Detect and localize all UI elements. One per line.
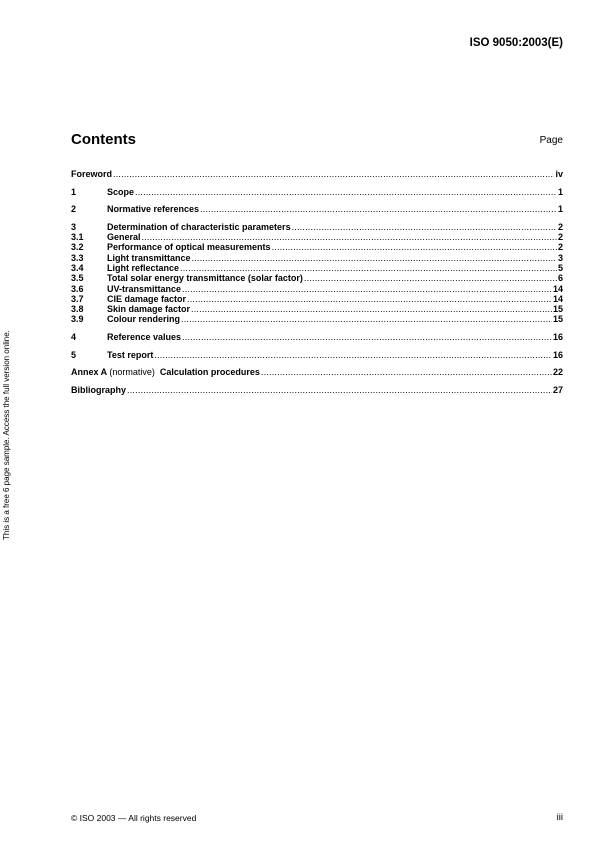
copyright-notice: © ISO 2003 — All rights reserved xyxy=(71,813,197,823)
toc-entry-number: 5 xyxy=(71,349,77,360)
toc-entry-page: 2 xyxy=(557,232,563,243)
toc-entry[interactable] xyxy=(71,204,563,214)
toc-entry-number: 3.9 xyxy=(71,314,84,325)
toc-entry-title-text: Determination of characteristic parameters xyxy=(107,221,291,232)
toc-entry-title xyxy=(107,187,134,197)
toc-entry-number: 2 xyxy=(71,204,77,215)
toc-entry-title-text: UV-transmittance xyxy=(107,283,182,294)
toc-entry-title xyxy=(107,242,271,252)
dot-leader xyxy=(154,350,552,360)
toc-entry-title xyxy=(107,350,153,360)
toc-spacer xyxy=(71,342,563,349)
toc-entry-title-text: Bibliography xyxy=(71,384,127,395)
toc-entry-title-text: Normative references xyxy=(107,204,200,215)
toc-entry[interactable] xyxy=(71,367,563,377)
toc-entry-page: 14 xyxy=(552,283,563,294)
toc-entry-annex-type: (normative) xyxy=(109,367,155,378)
toc-entry-page: 1 xyxy=(557,204,563,215)
dot-leader xyxy=(113,169,554,179)
page-number: iii xyxy=(556,812,563,823)
toc-entry[interactable] xyxy=(71,385,563,395)
toc-entry-page: 22 xyxy=(552,367,563,378)
dot-leader xyxy=(304,273,557,283)
toc-entry[interactable] xyxy=(71,253,563,263)
toc-entry-title xyxy=(71,385,126,395)
toc-entry-title-text: Colour rendering xyxy=(107,314,181,325)
dot-leader xyxy=(135,187,557,197)
toc-entry-number: 3.5 xyxy=(71,273,84,284)
table-of-contents xyxy=(71,169,563,395)
toc-entry-title xyxy=(107,222,291,232)
toc-entry-number: 3.3 xyxy=(71,252,84,263)
dot-leader xyxy=(200,204,557,214)
toc-entry-number: 3.1 xyxy=(71,232,84,243)
dot-leader xyxy=(191,304,552,314)
page-title: Contents xyxy=(71,131,136,148)
toc-entry-title-text: Light reflectance xyxy=(107,262,180,273)
toc-spacer xyxy=(71,179,563,186)
toc-entry-page: 15 xyxy=(552,304,563,315)
toc-entry[interactable] xyxy=(71,314,563,324)
toc-entry-title-text: Total solar energy transmittance (solar factor) xyxy=(107,273,303,284)
sample-notice: This is a free 6 page sample. Access the full version online. xyxy=(2,330,11,540)
dot-leader xyxy=(192,253,557,263)
toc-entry-title-text: Annex A xyxy=(71,367,107,378)
toc-entry[interactable] xyxy=(71,284,563,294)
dot-leader xyxy=(261,367,552,377)
toc-entry-title-text: Test report xyxy=(107,349,154,360)
toc-entry-title xyxy=(107,294,186,304)
toc-entry-page: 16 xyxy=(552,332,563,343)
dot-leader xyxy=(182,284,552,294)
toc-entry[interactable] xyxy=(71,273,563,283)
toc-entry[interactable] xyxy=(71,232,563,242)
toc-entry[interactable] xyxy=(71,169,563,179)
dot-leader xyxy=(180,263,557,273)
toc-entry-title xyxy=(71,169,112,179)
toc-entry[interactable] xyxy=(71,222,563,232)
toc-entry-page: iv xyxy=(555,169,563,179)
dot-leader xyxy=(127,385,552,395)
toc-entry-number: 3 xyxy=(71,221,77,232)
toc-entry-page: 15 xyxy=(552,314,563,325)
toc-entry-annex-title: Calculation procedures xyxy=(159,367,260,378)
toc-entry-title xyxy=(107,332,181,342)
toc-entry-title-text: CIE damage factor xyxy=(107,293,187,304)
toc-entry-page: 1 xyxy=(557,186,563,197)
toc-entry-page: 2 xyxy=(557,221,563,232)
toc-spacer xyxy=(71,378,563,385)
toc-entry-title xyxy=(107,232,141,242)
toc-entry-title-text: Light transmittance xyxy=(107,252,191,263)
toc-entry[interactable] xyxy=(71,187,563,197)
toc-entry-number: 3.8 xyxy=(71,304,84,315)
toc-entry-title xyxy=(71,367,260,377)
toc-entry-page: 6 xyxy=(557,273,563,284)
toc-entry-number: 4 xyxy=(71,332,77,343)
toc-entry-title xyxy=(107,304,190,314)
toc-entry-page: 27 xyxy=(552,384,563,395)
toc-entry-title-text: Performance of optical measurements xyxy=(107,242,271,253)
toc-entry-page: 5 xyxy=(557,262,563,273)
toc-entry-title xyxy=(107,253,191,263)
toc-entry-page: 14 xyxy=(552,293,563,304)
toc-entry[interactable] xyxy=(71,350,563,360)
toc-entry[interactable] xyxy=(71,242,563,252)
toc-spacer xyxy=(71,197,563,204)
toc-entry[interactable] xyxy=(71,294,563,304)
toc-entry-title-text: Skin damage factor xyxy=(107,304,191,315)
toc-entry-page: 16 xyxy=(552,349,563,360)
toc-spacer xyxy=(71,360,563,367)
toc-entry-number: 3.7 xyxy=(71,293,84,304)
toc-entry-title xyxy=(107,204,199,214)
document-id: ISO 9050:2003(E) xyxy=(469,37,563,49)
toc-entry-number: 1 xyxy=(71,186,77,197)
toc-entry-number: 3.6 xyxy=(71,283,84,294)
dot-leader xyxy=(292,222,557,232)
toc-entry-title xyxy=(107,284,181,294)
toc-entry-title xyxy=(107,273,303,283)
toc-entry[interactable] xyxy=(71,304,563,314)
toc-entry-title xyxy=(107,263,179,273)
dot-leader xyxy=(182,332,552,342)
toc-entry-page: 2 xyxy=(557,242,563,253)
page-column-heading: Page xyxy=(539,135,563,146)
toc-entry-page: 3 xyxy=(557,252,563,263)
dot-leader xyxy=(272,242,557,252)
toc-entry[interactable] xyxy=(71,332,563,342)
toc-entry-title-text: Reference values xyxy=(107,332,182,343)
toc-entry[interactable] xyxy=(71,263,563,273)
toc-entry-number: 3.4 xyxy=(71,262,84,273)
toc-entry-number: 3.2 xyxy=(71,242,84,253)
toc-entry-title-text: Foreword xyxy=(71,169,113,179)
dot-leader xyxy=(142,232,557,242)
toc-entry-title-text: Scope xyxy=(107,186,135,197)
dot-leader xyxy=(181,314,552,324)
toc-spacer xyxy=(71,325,563,332)
toc-entry-title-text: General xyxy=(107,232,141,243)
toc-entry-title xyxy=(107,314,180,324)
toc-spacer xyxy=(71,214,563,221)
dot-leader xyxy=(187,294,552,304)
